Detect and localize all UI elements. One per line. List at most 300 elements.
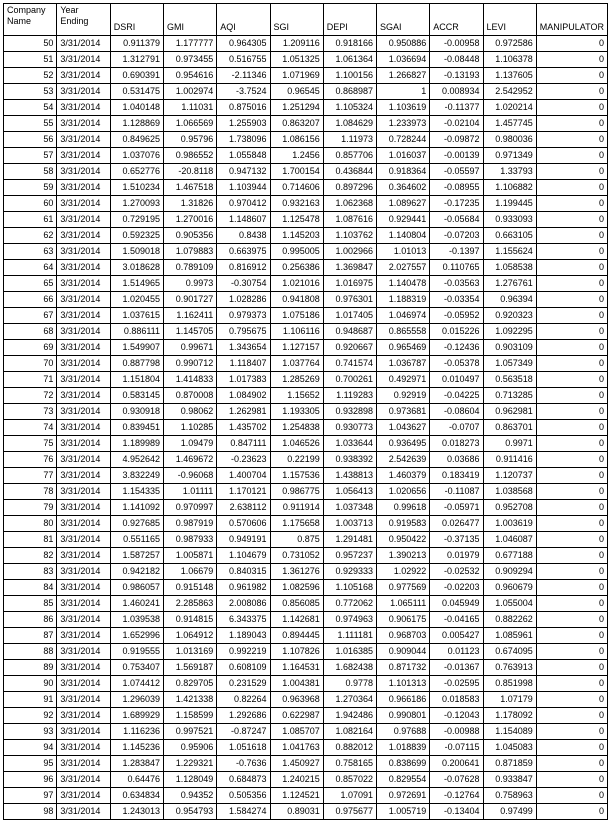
cell-sgi[interactable]: 0.22199 (270, 452, 323, 468)
cell-company-name[interactable]: 53 (4, 84, 57, 100)
cell-levi[interactable]: 1.137605 (483, 68, 536, 84)
cell-dsri[interactable]: 1.652996 (110, 628, 163, 644)
cell-manipulator[interactable]: 0 (536, 164, 607, 180)
cell-sgi[interactable]: 1.085707 (270, 724, 323, 740)
cell-gmi[interactable]: 1.469672 (164, 452, 217, 468)
cell-manipulator[interactable]: 0 (536, 276, 607, 292)
cell-dsri[interactable]: 1.037076 (110, 148, 163, 164)
cell-aqi[interactable]: 0.979373 (217, 308, 270, 324)
cell-dsri[interactable]: 0.986057 (110, 580, 163, 596)
cell-company-name[interactable]: 96 (4, 772, 57, 788)
cell-gmi[interactable]: 1.145705 (164, 324, 217, 340)
cell-accr[interactable]: 0.200641 (430, 756, 483, 772)
cell-gmi[interactable]: 0.94352 (164, 788, 217, 804)
cell-company-name[interactable]: 71 (4, 372, 57, 388)
cell-depi[interactable]: 1.119283 (323, 388, 376, 404)
cell-depi[interactable]: 1.100156 (323, 68, 376, 84)
cell-aqi[interactable]: 0.8438 (217, 228, 270, 244)
cell-aqi[interactable]: 0.505356 (217, 788, 270, 804)
cell-dsri[interactable]: 0.64476 (110, 772, 163, 788)
cell-dsri[interactable]: 0.942182 (110, 564, 163, 580)
cell-sgi[interactable]: 1.041763 (270, 740, 323, 756)
cell-accr[interactable]: -0.17235 (430, 196, 483, 212)
cell-depi[interactable]: 0.882012 (323, 740, 376, 756)
cell-manipulator[interactable]: 0 (536, 180, 607, 196)
cell-aqi[interactable]: 0.964305 (217, 36, 270, 52)
cell-depi[interactable]: 1.087616 (323, 212, 376, 228)
cell-levi[interactable]: 2.542952 (483, 84, 536, 100)
cell-sgai[interactable]: 0.909044 (377, 644, 430, 660)
cell-aqi[interactable]: 1.400704 (217, 468, 270, 484)
cell-sgi[interactable]: 1.071969 (270, 68, 323, 84)
cell-accr[interactable]: 0.03686 (430, 452, 483, 468)
cell-sgi[interactable]: 0.622987 (270, 708, 323, 724)
cell-company-name[interactable]: 57 (4, 148, 57, 164)
cell-aqi[interactable]: 1.262981 (217, 404, 270, 420)
cell-sgai[interactable]: 1.101313 (377, 676, 430, 692)
cell-sgai[interactable]: 0.97688 (377, 724, 430, 740)
cell-sgai[interactable]: 0.990801 (377, 708, 430, 724)
header-aqi[interactable]: AQI (217, 4, 270, 36)
cell-gmi[interactable]: 1.31826 (164, 196, 217, 212)
cell-sgai[interactable]: 0.99618 (377, 500, 430, 516)
cell-dsri[interactable]: 0.583145 (110, 388, 163, 404)
cell-sgai[interactable]: 0.972691 (377, 788, 430, 804)
cell-company-name[interactable]: 94 (4, 740, 57, 756)
cell-sgi[interactable]: 1.285269 (270, 372, 323, 388)
cell-accr[interactable]: -0.07115 (430, 740, 483, 756)
cell-year-ending[interactable]: 3/31/2014 (57, 180, 110, 196)
cell-dsri[interactable]: 0.690391 (110, 68, 163, 84)
cell-aqi[interactable]: 1.343654 (217, 340, 270, 356)
cell-aqi[interactable]: 1.255903 (217, 116, 270, 132)
cell-dsri[interactable]: 1.460241 (110, 596, 163, 612)
cell-depi[interactable]: 0.948687 (323, 324, 376, 340)
cell-dsri[interactable]: 1.116236 (110, 724, 163, 740)
cell-year-ending[interactable]: 3/31/2014 (57, 724, 110, 740)
cell-levi[interactable]: 0.851998 (483, 676, 536, 692)
cell-accr[interactable]: -0.12043 (430, 708, 483, 724)
cell-manipulator[interactable]: 0 (536, 388, 607, 404)
cell-year-ending[interactable]: 3/31/2014 (57, 676, 110, 692)
cell-company-name[interactable]: 72 (4, 388, 57, 404)
cell-sgi[interactable]: 0.941808 (270, 292, 323, 308)
cell-gmi[interactable]: 2.285863 (164, 596, 217, 612)
cell-gmi[interactable]: 1.10285 (164, 420, 217, 436)
cell-aqi[interactable]: 0.840315 (217, 564, 270, 580)
cell-year-ending[interactable]: 3/31/2014 (57, 260, 110, 276)
cell-aqi[interactable]: 0.992219 (217, 644, 270, 660)
cell-sgai[interactable]: 1.01013 (377, 244, 430, 260)
cell-depi[interactable]: 1.084629 (323, 116, 376, 132)
cell-accr[interactable]: 0.015226 (430, 324, 483, 340)
cell-aqi[interactable]: -0.7636 (217, 756, 270, 772)
cell-year-ending[interactable]: 3/31/2014 (57, 164, 110, 180)
cell-aqi[interactable]: 1.104679 (217, 548, 270, 564)
cell-sgai[interactable]: 0.950422 (377, 532, 430, 548)
cell-levi[interactable]: 1.003619 (483, 516, 536, 532)
cell-dsri[interactable]: 0.729195 (110, 212, 163, 228)
cell-year-ending[interactable]: 3/31/2014 (57, 516, 110, 532)
cell-company-name[interactable]: 62 (4, 228, 57, 244)
cell-dsri[interactable]: 1.510234 (110, 180, 163, 196)
cell-year-ending[interactable]: 3/31/2014 (57, 548, 110, 564)
cell-sgai[interactable]: 1.020656 (377, 484, 430, 500)
cell-manipulator[interactable]: 0 (536, 324, 607, 340)
cell-company-name[interactable]: 85 (4, 596, 57, 612)
cell-year-ending[interactable]: 3/31/2014 (57, 84, 110, 100)
cell-dsri[interactable]: 1.145236 (110, 740, 163, 756)
cell-year-ending[interactable]: 3/31/2014 (57, 564, 110, 580)
cell-accr[interactable]: -0.04225 (430, 388, 483, 404)
cell-aqi[interactable]: 0.82264 (217, 692, 270, 708)
cell-gmi[interactable]: 0.99671 (164, 340, 217, 356)
cell-depi[interactable]: 1.033644 (323, 436, 376, 452)
cell-company-name[interactable]: 50 (4, 36, 57, 52)
cell-sgai[interactable]: 1.036787 (377, 356, 430, 372)
cell-aqi[interactable]: -0.87247 (217, 724, 270, 740)
cell-year-ending[interactable]: 3/31/2014 (57, 692, 110, 708)
cell-manipulator[interactable]: 0 (536, 436, 607, 452)
cell-manipulator[interactable]: 0 (536, 708, 607, 724)
cell-accr[interactable]: -0.07628 (430, 772, 483, 788)
cell-manipulator[interactable]: 0 (536, 100, 607, 116)
cell-aqi[interactable]: 1.738096 (217, 132, 270, 148)
cell-manipulator[interactable]: 0 (536, 452, 607, 468)
cell-sgi[interactable]: 1.046526 (270, 436, 323, 452)
cell-levi[interactable]: 0.871859 (483, 756, 536, 772)
cell-gmi[interactable]: 1.002974 (164, 84, 217, 100)
cell-dsri[interactable]: 1.020455 (110, 292, 163, 308)
cell-levi[interactable]: 1.106378 (483, 52, 536, 68)
cell-depi[interactable]: 1.105168 (323, 580, 376, 596)
cell-sgi[interactable]: 1.193305 (270, 404, 323, 420)
cell-manipulator[interactable]: 0 (536, 260, 607, 276)
cell-aqi[interactable]: 0.608109 (217, 660, 270, 676)
cell-levi[interactable]: 1.178092 (483, 708, 536, 724)
cell-company-name[interactable]: 67 (4, 308, 57, 324)
cell-aqi[interactable]: 0.816912 (217, 260, 270, 276)
cell-sgi[interactable]: 1.125478 (270, 212, 323, 228)
header-depi[interactable]: DEPI (323, 4, 376, 36)
cell-levi[interactable]: 1.106882 (483, 180, 536, 196)
cell-aqi[interactable]: 0.847111 (217, 436, 270, 452)
cell-sgi[interactable]: 1.2456 (270, 148, 323, 164)
cell-gmi[interactable]: 0.901727 (164, 292, 217, 308)
cell-aqi[interactable]: 0.795675 (217, 324, 270, 340)
cell-dsri[interactable]: 1.039538 (110, 612, 163, 628)
cell-manipulator[interactable]: 0 (536, 308, 607, 324)
cell-depi[interactable]: 0.975677 (323, 804, 376, 820)
cell-manipulator[interactable]: 0 (536, 340, 607, 356)
cell-company-name[interactable]: 54 (4, 100, 57, 116)
cell-gmi[interactable]: 0.997521 (164, 724, 217, 740)
cell-gmi[interactable]: 1.229321 (164, 756, 217, 772)
cell-dsri[interactable]: 0.927685 (110, 516, 163, 532)
cell-sgi[interactable]: 0.995005 (270, 244, 323, 260)
cell-year-ending[interactable]: 3/31/2014 (57, 628, 110, 644)
cell-dsri[interactable]: 1.037615 (110, 308, 163, 324)
cell-year-ending[interactable]: 3/31/2014 (57, 660, 110, 676)
cell-year-ending[interactable]: 3/31/2014 (57, 484, 110, 500)
cell-gmi[interactable]: 0.789109 (164, 260, 217, 276)
cell-sgi[interactable]: 1.157536 (270, 468, 323, 484)
cell-company-name[interactable]: 68 (4, 324, 57, 340)
cell-levi[interactable]: 0.674095 (483, 644, 536, 660)
cell-dsri[interactable]: 3.832249 (110, 468, 163, 484)
cell-sgi[interactable]: 1.145203 (270, 228, 323, 244)
cell-sgai[interactable]: 1.065111 (377, 596, 430, 612)
header-manipulator[interactable]: MANIPULATOR (536, 4, 607, 36)
cell-sgi[interactable]: 1.124521 (270, 788, 323, 804)
cell-year-ending[interactable]: 3/31/2014 (57, 612, 110, 628)
cell-depi[interactable]: 0.9778 (323, 676, 376, 692)
cell-dsri[interactable]: 1.689929 (110, 708, 163, 724)
cell-aqi[interactable]: -0.23623 (217, 452, 270, 468)
cell-dsri[interactable]: 1.514965 (110, 276, 163, 292)
cell-depi[interactable]: 1.438813 (323, 468, 376, 484)
cell-gmi[interactable]: 0.954793 (164, 804, 217, 820)
cell-sgi[interactable]: 1.037764 (270, 356, 323, 372)
cell-dsri[interactable]: 1.296039 (110, 692, 163, 708)
cell-company-name[interactable]: 63 (4, 244, 57, 260)
cell-sgi[interactable]: 1.175658 (270, 516, 323, 532)
cell-dsri[interactable]: 0.652776 (110, 164, 163, 180)
cell-company-name[interactable]: 87 (4, 628, 57, 644)
cell-manipulator[interactable]: 0 (536, 148, 607, 164)
cell-dsri[interactable]: 0.839451 (110, 420, 163, 436)
cell-accr[interactable]: 0.018583 (430, 692, 483, 708)
cell-dsri[interactable]: 0.551165 (110, 532, 163, 548)
cell-gmi[interactable]: 0.986552 (164, 148, 217, 164)
cell-accr[interactable]: -0.00139 (430, 148, 483, 164)
cell-sgai[interactable]: 1 (377, 84, 430, 100)
cell-gmi[interactable]: 1.013169 (164, 644, 217, 660)
cell-year-ending[interactable]: 3/31/2014 (57, 756, 110, 772)
cell-accr[interactable]: -0.12764 (430, 788, 483, 804)
cell-sgai[interactable]: 0.936495 (377, 436, 430, 452)
cell-manipulator[interactable]: 0 (536, 676, 607, 692)
cell-aqi[interactable]: 1.170121 (217, 484, 270, 500)
cell-year-ending[interactable]: 3/31/2014 (57, 740, 110, 756)
cell-dsri[interactable]: 1.270093 (110, 196, 163, 212)
cell-depi[interactable]: 1.037348 (323, 500, 376, 516)
cell-sgi[interactable]: 1.254838 (270, 420, 323, 436)
cell-year-ending[interactable]: 3/31/2014 (57, 132, 110, 148)
cell-manipulator[interactable]: 0 (536, 196, 607, 212)
cell-aqi[interactable]: 0.947132 (217, 164, 270, 180)
cell-sgi[interactable]: 1.127157 (270, 340, 323, 356)
cell-gmi[interactable]: 0.870008 (164, 388, 217, 404)
cell-levi[interactable]: 1.276761 (483, 276, 536, 292)
cell-manipulator[interactable]: 0 (536, 68, 607, 84)
header-year-ending[interactable]: Year Ending (57, 4, 110, 36)
cell-sgai[interactable]: 2.542639 (377, 452, 430, 468)
cell-sgi[interactable]: 0.875 (270, 532, 323, 548)
cell-dsri[interactable]: 0.753407 (110, 660, 163, 676)
cell-year-ending[interactable]: 3/31/2014 (57, 404, 110, 420)
cell-depi[interactable]: 1.942486 (323, 708, 376, 724)
cell-manipulator[interactable]: 0 (536, 660, 607, 676)
cell-aqi[interactable]: -2.11346 (217, 68, 270, 84)
cell-sgi[interactable]: 0.894445 (270, 628, 323, 644)
cell-gmi[interactable]: 1.005871 (164, 548, 217, 564)
cell-levi[interactable]: 1.046087 (483, 532, 536, 548)
cell-sgai[interactable]: 1.005719 (377, 804, 430, 820)
cell-levi[interactable]: 1.154089 (483, 724, 536, 740)
cell-levi[interactable]: 1.120737 (483, 468, 536, 484)
cell-dsri[interactable]: 0.930918 (110, 404, 163, 420)
cell-gmi[interactable]: 1.158599 (164, 708, 217, 724)
cell-year-ending[interactable]: 3/31/2014 (57, 340, 110, 356)
cell-sgai[interactable]: 0.977569 (377, 580, 430, 596)
cell-accr[interactable]: -0.13193 (430, 68, 483, 84)
cell-dsri[interactable]: 1.128869 (110, 116, 163, 132)
cell-company-name[interactable]: 52 (4, 68, 57, 84)
cell-gmi[interactable]: 0.914815 (164, 612, 217, 628)
cell-aqi[interactable]: 1.103944 (217, 180, 270, 196)
cell-gmi[interactable]: 1.162411 (164, 308, 217, 324)
cell-sgi[interactable]: 1.15652 (270, 388, 323, 404)
cell-sgi[interactable]: 1.450927 (270, 756, 323, 772)
cell-sgi[interactable]: 1.240215 (270, 772, 323, 788)
cell-sgai[interactable]: 0.918364 (377, 164, 430, 180)
cell-manipulator[interactable]: 0 (536, 804, 607, 820)
cell-company-name[interactable]: 82 (4, 548, 57, 564)
cell-manipulator[interactable]: 0 (536, 644, 607, 660)
cell-depi[interactable]: 0.976301 (323, 292, 376, 308)
cell-accr[interactable]: -0.09872 (430, 132, 483, 148)
cell-levi[interactable]: 0.952708 (483, 500, 536, 516)
cell-manipulator[interactable]: 0 (536, 500, 607, 516)
cell-levi[interactable]: 1.457745 (483, 116, 536, 132)
cell-accr[interactable]: -0.13404 (430, 804, 483, 820)
cell-sgai[interactable]: 1.103619 (377, 100, 430, 116)
cell-depi[interactable]: 1.003713 (323, 516, 376, 532)
cell-depi[interactable]: 1.07091 (323, 788, 376, 804)
cell-aqi[interactable]: 0.970412 (217, 196, 270, 212)
cell-dsri[interactable]: 0.886111 (110, 324, 163, 340)
cell-levi[interactable]: 0.960679 (483, 580, 536, 596)
cell-gmi[interactable]: 0.95906 (164, 740, 217, 756)
cell-accr[interactable]: 0.005427 (430, 628, 483, 644)
cell-gmi[interactable]: 1.421338 (164, 692, 217, 708)
cell-year-ending[interactable]: 3/31/2014 (57, 500, 110, 516)
cell-gmi[interactable]: 1.09479 (164, 436, 217, 452)
cell-manipulator[interactable]: 0 (536, 372, 607, 388)
cell-aqi[interactable]: 2.008086 (217, 596, 270, 612)
cell-depi[interactable]: 0.857706 (323, 148, 376, 164)
cell-sgai[interactable]: 0.906175 (377, 612, 430, 628)
cell-dsri[interactable]: 1.587257 (110, 548, 163, 564)
cell-levi[interactable]: 0.920323 (483, 308, 536, 324)
cell-gmi[interactable]: 0.990712 (164, 356, 217, 372)
cell-sgi[interactable]: 1.107826 (270, 644, 323, 660)
cell-manipulator[interactable]: 0 (536, 756, 607, 772)
header-gmi[interactable]: GMI (164, 4, 217, 36)
cell-year-ending[interactable]: 3/31/2014 (57, 36, 110, 52)
cell-dsri[interactable]: 4.952642 (110, 452, 163, 468)
cell-sgai[interactable]: 0.871732 (377, 660, 430, 676)
cell-levi[interactable]: 0.96394 (483, 292, 536, 308)
cell-gmi[interactable]: 1.414833 (164, 372, 217, 388)
cell-aqi[interactable]: 0.516755 (217, 52, 270, 68)
cell-levi[interactable]: 0.9971 (483, 436, 536, 452)
cell-levi[interactable]: 1.33793 (483, 164, 536, 180)
cell-aqi[interactable]: 1.051618 (217, 740, 270, 756)
cell-gmi[interactable]: 1.128049 (164, 772, 217, 788)
cell-levi[interactable]: 0.933093 (483, 212, 536, 228)
cell-company-name[interactable]: 88 (4, 644, 57, 660)
cell-levi[interactable]: 0.563518 (483, 372, 536, 388)
cell-aqi[interactable]: 1.292686 (217, 708, 270, 724)
cell-company-name[interactable]: 74 (4, 420, 57, 436)
cell-gmi[interactable]: 1.01111 (164, 484, 217, 500)
cell-company-name[interactable]: 83 (4, 564, 57, 580)
cell-year-ending[interactable]: 3/31/2014 (57, 196, 110, 212)
cell-dsri[interactable]: 0.849625 (110, 132, 163, 148)
cell-year-ending[interactable]: 3/31/2014 (57, 52, 110, 68)
cell-depi[interactable]: 0.918166 (323, 36, 376, 52)
cell-gmi[interactable]: -0.96068 (164, 468, 217, 484)
cell-manipulator[interactable]: 0 (536, 52, 607, 68)
cell-levi[interactable]: 1.020214 (483, 100, 536, 116)
cell-sgi[interactable]: 1.209116 (270, 36, 323, 52)
cell-sgi[interactable]: 1.700154 (270, 164, 323, 180)
cell-year-ending[interactable]: 3/31/2014 (57, 100, 110, 116)
cell-accr[interactable]: 0.045949 (430, 596, 483, 612)
cell-sgai[interactable]: 1.016037 (377, 148, 430, 164)
cell-accr[interactable]: -0.08604 (430, 404, 483, 420)
cell-accr[interactable]: 0.01123 (430, 644, 483, 660)
cell-company-name[interactable]: 84 (4, 580, 57, 596)
cell-manipulator[interactable]: 0 (536, 580, 607, 596)
cell-levi[interactable]: 0.882262 (483, 612, 536, 628)
cell-accr[interactable]: 0.018273 (430, 436, 483, 452)
cell-manipulator[interactable]: 0 (536, 596, 607, 612)
cell-sgai[interactable]: 1.188319 (377, 292, 430, 308)
header-sgai[interactable]: SGAI (377, 4, 430, 36)
cell-levi[interactable]: 0.663105 (483, 228, 536, 244)
cell-sgi[interactable]: 1.021016 (270, 276, 323, 292)
cell-manipulator[interactable]: 0 (536, 420, 607, 436)
cell-aqi[interactable]: 1.435702 (217, 420, 270, 436)
cell-company-name[interactable]: 73 (4, 404, 57, 420)
cell-sgai[interactable]: 1.043627 (377, 420, 430, 436)
cell-year-ending[interactable]: 3/31/2014 (57, 292, 110, 308)
cell-dsri[interactable]: 1.040148 (110, 100, 163, 116)
cell-aqi[interactable]: -3.7524 (217, 84, 270, 100)
cell-manipulator[interactable]: 0 (536, 356, 607, 372)
cell-aqi[interactable]: 0.663975 (217, 244, 270, 260)
cell-aqi[interactable]: 2.638112 (217, 500, 270, 516)
cell-company-name[interactable]: 75 (4, 436, 57, 452)
cell-sgai[interactable]: 0.950886 (377, 36, 430, 52)
cell-manipulator[interactable]: 0 (536, 740, 607, 756)
cell-dsri[interactable]: 0.634834 (110, 788, 163, 804)
cell-depi[interactable]: 0.758165 (323, 756, 376, 772)
cell-dsri[interactable]: 1.074412 (110, 676, 163, 692)
cell-levi[interactable]: 0.980036 (483, 132, 536, 148)
cell-depi[interactable]: 1.111181 (323, 628, 376, 644)
cell-year-ending[interactable]: 3/31/2014 (57, 372, 110, 388)
cell-accr[interactable]: -0.05952 (430, 308, 483, 324)
cell-manipulator[interactable]: 0 (536, 292, 607, 308)
cell-accr[interactable]: -0.05971 (430, 500, 483, 516)
cell-year-ending[interactable]: 3/31/2014 (57, 468, 110, 484)
cell-sgai[interactable]: 0.968703 (377, 628, 430, 644)
cell-manipulator[interactable]: 0 (536, 484, 607, 500)
